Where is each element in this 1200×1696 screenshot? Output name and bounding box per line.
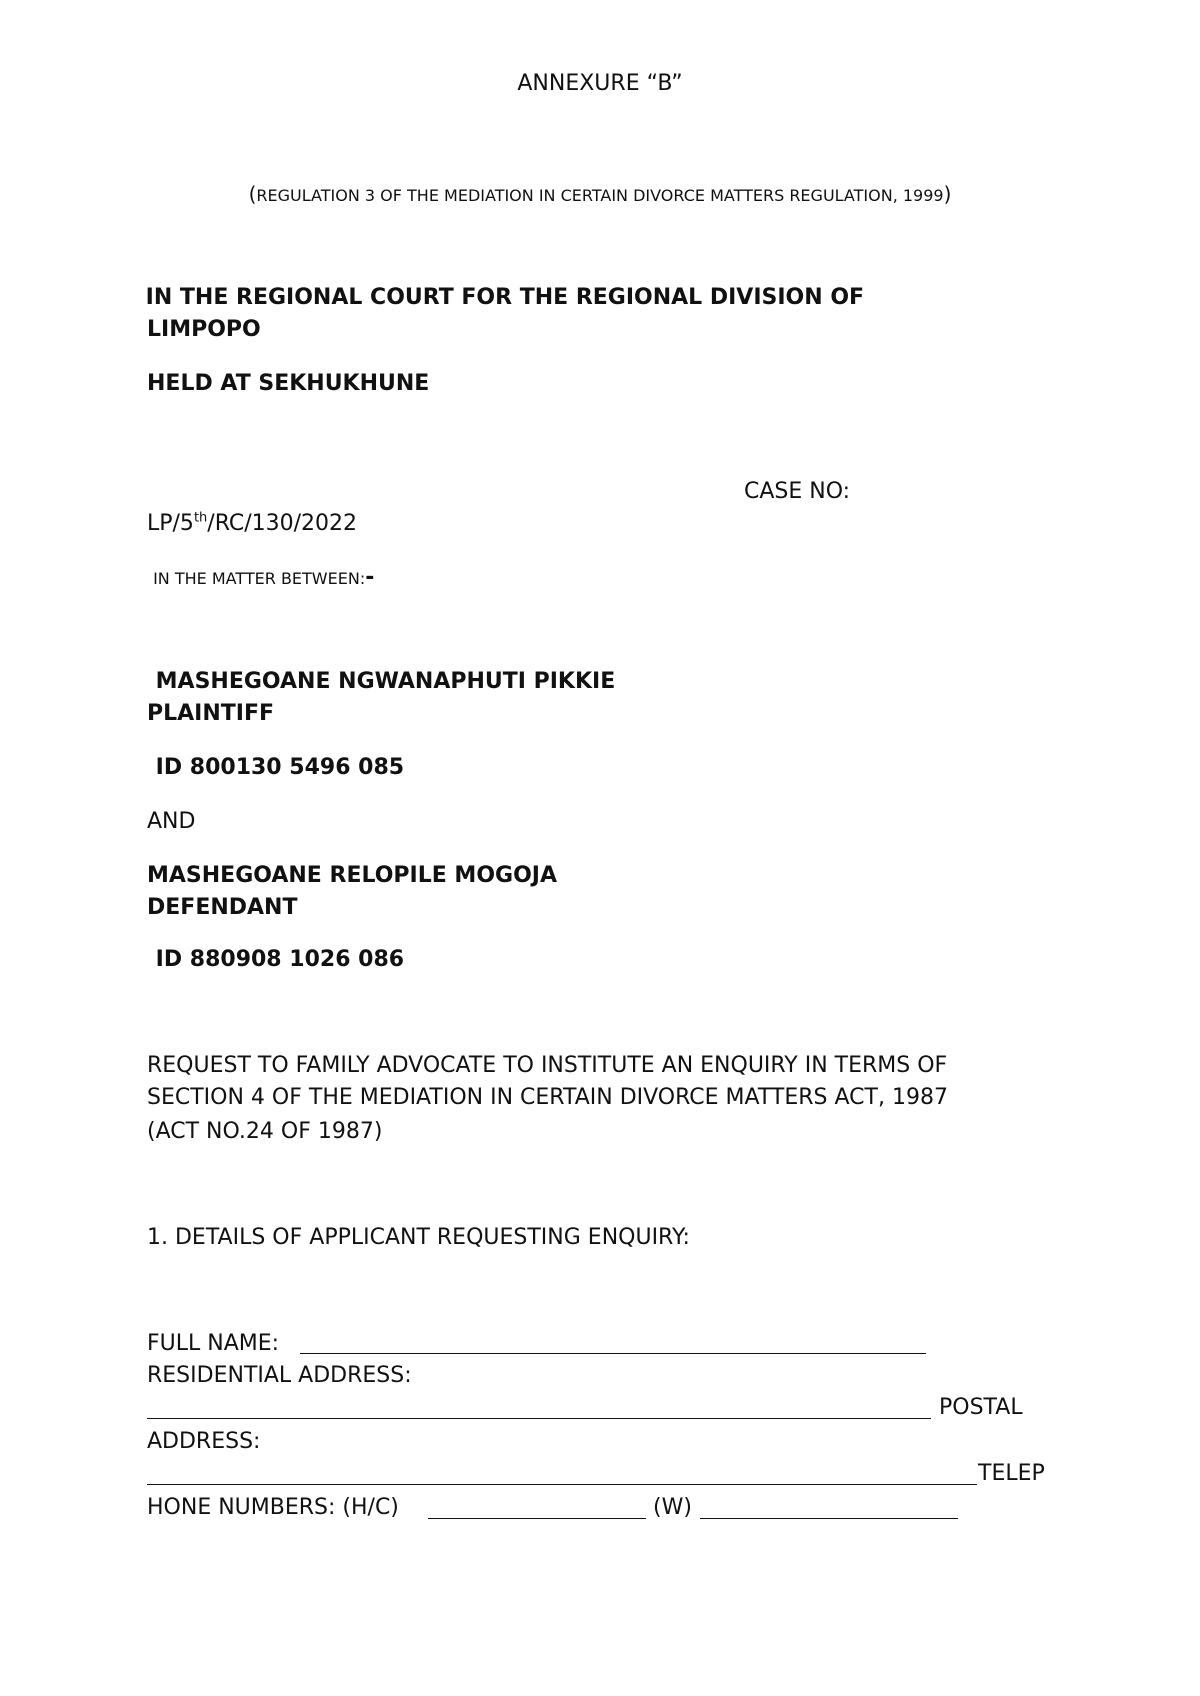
work-number-field[interactable]	[700, 1518, 958, 1519]
and-text: AND	[147, 809, 196, 834]
case-number-suffix: /RC/130/2022	[207, 511, 358, 536]
request-line-1: REQUEST TO FAMILY ADVOCATE TO INSTITUTE AN ENQUIRY IN TERMS OF	[147, 1053, 948, 1078]
defendant-id: ID 880908 1026 086	[148, 947, 405, 972]
case-number	[147, 510, 357, 538]
regulation-reference	[0, 180, 1200, 210]
matter-between-dash: -	[365, 565, 375, 590]
residential-address-field[interactable]	[147, 1418, 931, 1419]
plaintiff-name: MASHEGOANE NGWANAPHUTI PIKKIE	[148, 669, 616, 694]
request-line-3: (ACT NO.24 OF 1987)	[147, 1119, 383, 1144]
court-line-2: LIMPOPO	[147, 317, 261, 342]
postal-label-part-2: ADDRESS:	[147, 1429, 261, 1454]
postal-label-part-1: POSTAL	[932, 1395, 1023, 1420]
regulation-close-paren: )	[943, 182, 952, 206]
case-number-sup: th	[193, 510, 208, 526]
case-number-prefix: LP/5	[147, 511, 194, 536]
plaintiff-role: PLAINTIFF	[147, 701, 275, 726]
plaintiff-id: ID 800130 5496 085	[148, 755, 405, 780]
matter-between-text: IN THE MATTER BETWEEN:	[148, 569, 366, 588]
full-name-label: FULL NAME:	[147, 1331, 287, 1356]
annexure-title: ANNEXURE “B”	[517, 71, 683, 96]
case-no-label: CASE NO:	[744, 479, 851, 504]
postal-address-field[interactable]	[147, 1484, 977, 1485]
held-at: HELD AT SEKHUKHUNE	[147, 371, 430, 396]
home-cell-number-field[interactable]	[428, 1518, 646, 1519]
work-number-label: (W)	[646, 1495, 692, 1520]
regulation-open-paren: (	[248, 182, 257, 206]
section-1-heading: 1. DETAILS OF APPLICANT REQUESTING ENQUIRY:	[147, 1225, 690, 1250]
defendant-role: DEFENDANT	[147, 895, 298, 920]
residential-address-label: RESIDENTIAL ADDRESS:	[147, 1363, 412, 1388]
matter-between	[148, 564, 374, 593]
defendant-name: MASHEGOANE RELOPILE MOGOJA	[147, 863, 557, 888]
telephone-label-part-2: HONE NUMBERS: (H/C)	[147, 1495, 399, 1520]
telephone-label-part-1: TELEP	[978, 1461, 1045, 1486]
request-line-2: SECTION 4 OF THE MEDIATION IN CERTAIN DIVORCE MATTERS ACT, 1987	[147, 1085, 948, 1110]
full-name-field[interactable]	[300, 1353, 926, 1354]
court-line-1: IN THE REGIONAL COURT FOR THE REGIONAL DIVISION OF	[138, 285, 865, 310]
regulation-text: REGULATION 3 OF THE MEDIATION IN CERTAIN DIVORCE MATTERS REGULATION, 1999	[256, 186, 944, 205]
